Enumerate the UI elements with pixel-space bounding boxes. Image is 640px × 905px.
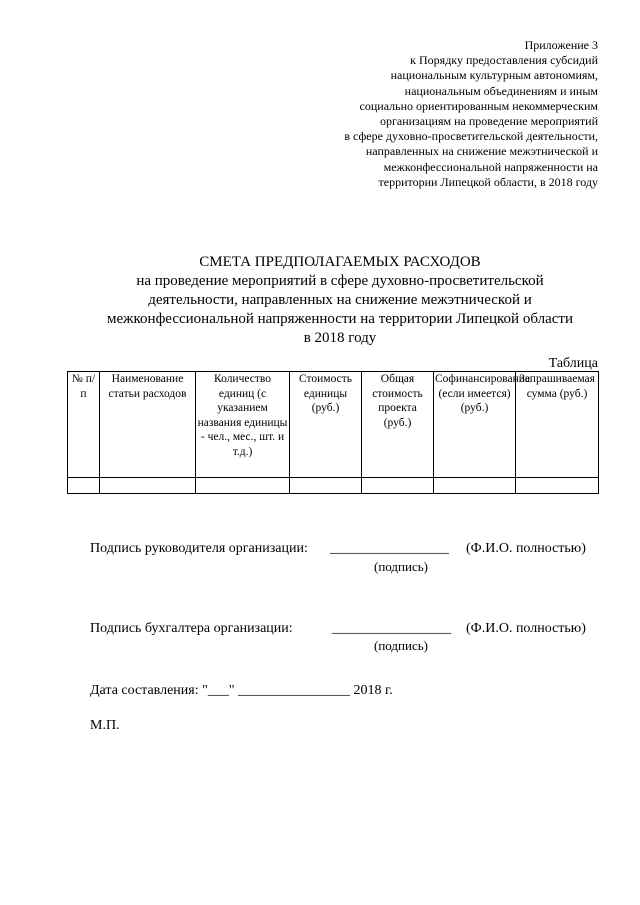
col-header-unit-cost: Стоимость единицы (руб.) [290,372,362,478]
table-header-row [68,372,599,478]
table-cell [100,478,196,494]
table-row [68,478,599,494]
appendix-line: в сфере духовно-просветительской деятельности, [344,129,598,144]
col-header-quantity: Количество единиц (с указанием названия единицы - чел., мес., шт. и т.д.) [196,372,290,478]
accountant-signature-line: _________________ [332,621,451,636]
appendix-line: социально ориентированным некоммерческим [359,98,598,113]
accountant-full-name-label: (Ф.И.О. полностью) [466,621,586,636]
col-header-total-cost: Общая стоимость проекта (руб.) [362,372,434,478]
appendix-line: национальным объединениям и иным [404,83,598,98]
table-cell [516,478,599,494]
table-cell [362,478,434,494]
head-signature-line: _________________ [330,541,449,556]
head-signature-hint: (подпись) [374,559,428,574]
title-line: в 2018 году [303,330,377,346]
appendix-line: территории Липецкой области, в 2018 году [378,174,598,189]
stamp-placeholder: М.П. [90,718,120,733]
document-title [60,253,620,348]
appendix-line: национальным культурным автономиям, [390,68,598,83]
title-line: на проведение мероприятий в сфере духовно-просветительской [136,273,544,289]
appendix-line: организациям на проведение мероприятий [379,114,598,129]
accountant-signature-hint: (подпись) [374,638,428,653]
col-header-number: № п/п [68,372,100,478]
table-cell [68,478,100,494]
col-header-item-name: Наименование статьи расходов [100,372,196,478]
date-line: Дата составления: "___" ________________ 2018 г. [90,683,393,698]
col-header-requested-amount: Запрашиваемая сумма (руб.) [516,372,599,478]
table-cell [434,478,516,494]
budget-table [67,371,599,494]
col-header-cofinancing: Софинансирование (если имеется) (руб.) [434,372,516,478]
head-full-name-label: (Ф.И.О. полностью) [466,541,586,556]
appendix-line: направленных на снижение межэтнической и [365,144,598,159]
title-line: деятельности, направленных на снижение межэтнической и [148,292,532,308]
table-cell [290,478,362,494]
appendix-block [268,38,598,190]
table-caption: Таблица [548,356,598,371]
appendix-line: Приложение 3 [524,38,598,52]
accountant-signature-label: Подпись бухгалтера организации: [90,621,293,636]
appendix-line: к Порядку предоставления субсидий [410,53,598,68]
table-cell [196,478,290,494]
head-signature-label: Подпись руководителя организации: [90,541,308,556]
title-heading: СМЕТА ПРЕДПОЛАГАЕМЫХ РАСХОДОВ [199,254,481,270]
appendix-line: межконфессиональной напряженности на [383,159,598,174]
title-line: межконфессиональной напряженности на территории Липецкой области [107,311,573,327]
